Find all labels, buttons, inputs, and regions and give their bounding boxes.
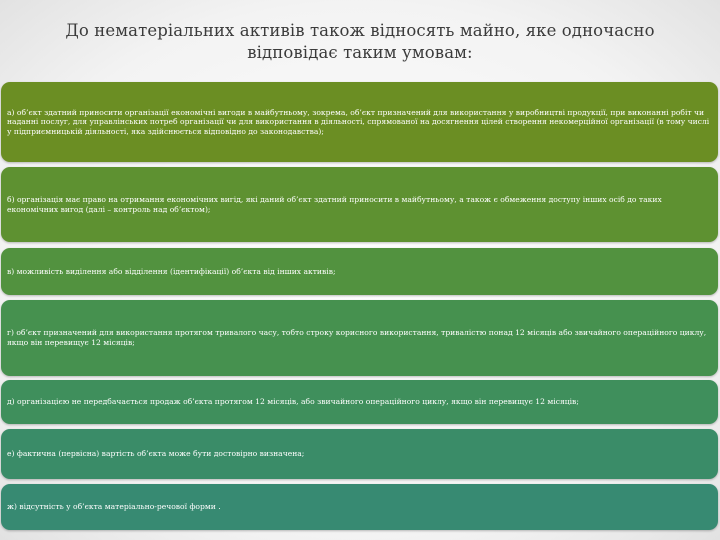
condition-item-f (1, 429, 718, 479)
condition-text: ж) відсутність у об’єкта матеріально-речової форми . (7, 502, 221, 512)
slide-title-line-2: відповідає таким умовам: (247, 43, 473, 62)
slide-title-line-1: До нематеріальних активів також відносять майно, яке одночасно (65, 21, 655, 40)
condition-text: б) організація має право на отримання економічних вигід, які даний об’єкт здатний приносити в майбутньому, а також є обмеження доступу інших осіб до таких економічних вигод (далі – контроль над об’єктом); (7, 194, 662, 214)
condition-item-e (1, 380, 718, 424)
condition-text: а) об’єкт здатний приносити організації економічні вигоди в майбутньому, зокрема, об’єкт призначений для використання у виробництві продукції, при виконанні робіт чи наданні послуг, для управлінських потреб організації чи для використання в діяльності, спрямованої на досягнення цілей створення некомерційної організації (в тому числі у підприємницькій діяльності, яка здійснюється відповідно до законодавства); (7, 107, 710, 136)
condition-item-c (1, 248, 718, 295)
condition-item-g (1, 484, 718, 530)
condition-text: г) об’єкт призначений для використання протягом тривалого часу, тобто строку корисного використання, тривалістю понад 12 місяців або звичайного операційного циклу, якщо він перевищує 12 місяців; (7, 328, 707, 347)
slide-title (40, 20, 680, 64)
condition-item-b (1, 167, 718, 242)
condition-text: д) організацією не передбачається продаж об’єкта протягом 12 місяців, або звичайного операційного циклу, якщо він перевищує 12 місяців; (7, 397, 579, 407)
condition-text: е) фактична (первісна) вартість об’єкта може бути достовірно визначена; (7, 449, 305, 459)
condition-item-a (1, 82, 718, 162)
condition-text: в) можливість виділення або відділення (ідентифікації) об’єкта від інших активів; (7, 266, 336, 276)
condition-item-d (1, 300, 718, 376)
